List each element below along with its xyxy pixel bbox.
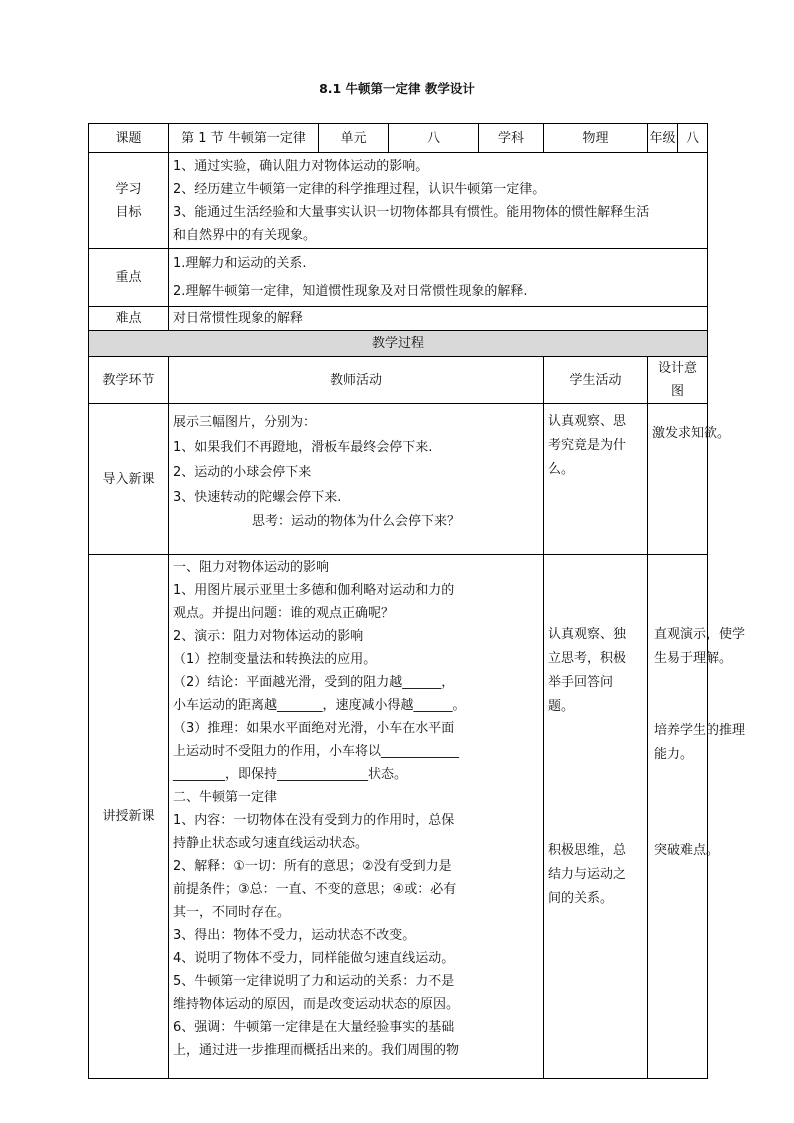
intro-teacher-activity [169,404,544,555]
topic-value: 第 1 节 牛顿第一定律 [169,124,319,153]
key-point-line: 1.理解力和运动的关系. [173,255,307,271]
lecture-line: 1、用图片展示亚里士多德和伽利略对运动和力的 [173,583,455,598]
lecture-line: 5、牛顿第一定律说明了力和运动的关系：力不是 [173,974,455,989]
lecture-line: （2）结论：平面越光滑，受到的阻力越______， [173,675,455,690]
intro-teacher-line: 3、快速转动的陀螺会停下来. [173,490,342,505]
lecture-line: 1、内容：一切物体在没有受到力的作用时，总保 [173,813,455,828]
lecture-line: 6、强调：牛顿第一定律是在大量经验事实的基础 [173,1020,455,1035]
lecture-line: 上，通过进一步推理而概括出来的。我们周围的物 [173,1043,460,1058]
intro-student-activity: 认真观察、思 考究竟是为什 么。 [544,404,648,555]
lecture-stage: 讲授新课 [89,555,169,1079]
lecture-line: （1）控制变量法和转换法的应用。 [173,652,377,667]
objectives-label: 学习 目标 [89,153,169,249]
lecture-intent-block-1: 直观演示，使学 生易于理解。 [654,627,746,666]
intro-teacher-line: 2、运动的小球会停下来 [173,465,312,480]
lecture-line: 持静止状态或匀速直线运动状态。 [173,836,369,851]
key-point-line: 2.理解牛顿第一定律，知道惯性现象及对日常惯性现象的解释. [173,283,528,299]
process-header-row [89,357,708,404]
lecture-line: ________，即保持______________状态。 [173,767,408,782]
col-intent-header: 设计意图 [648,357,708,404]
objective-line: 2、经历建立牛顿第一定律的科学推理过程，认识牛顿第一定律。 [173,181,546,197]
key-points-label: 重点 [89,249,169,307]
grade-cell [648,124,708,153]
document-title: 8.1 牛顿第一定律 教学设计 [319,81,475,96]
lecture-student-activity [544,555,648,1079]
lecture-intent-block-2: 培养学生的推理 能力。 [654,723,746,762]
lecture-line: 观点。并提出问题：谁的观点正确呢？ [173,606,395,621]
objectives-row [89,153,708,249]
key-points-row [89,249,708,307]
key-points-content [169,249,708,307]
unit-value: 八 [389,124,479,153]
lecture-line: 其一，不同时存在。 [173,905,291,920]
lecture-student-block-2: 积极思维，总 结力与运动之 间的关系。 [548,843,627,906]
lecture-line: 4、说明了物体不受力，同样能做匀速直线运动。 [173,951,455,966]
objectives-content [169,153,708,249]
lecture-line: 前提条件；③总：一直、不变的意思；④或：必有 [173,882,457,897]
intro-question: 思考：运动的物体为什么会停下来？ [251,514,460,529]
intro-row [89,404,708,555]
lecture-design-intent [648,555,746,1079]
intro-teacher-line: 展示三幅图片，分别为： [173,415,317,430]
grade-label: 年级 [648,124,678,152]
difficulty-label: 难点 [89,307,169,331]
unit-label: 单元 [319,124,389,153]
lesson-plan-table [88,123,746,1079]
process-title: 教学过程 [89,331,708,357]
lecture-line: 2、演示：阻力对物体运动的影响 [173,629,364,644]
subject-label: 学科 [479,124,544,153]
objective-line: 和自然界中的有关现象。 [173,227,317,243]
lecture-line: 上运动时不受阻力的作用，小车将以____________ [173,744,460,759]
objective-line: 3、能通过生活经验和大量事实认识一切物体都具有惯性。能用物体的惯性解释生活 [173,204,650,220]
lecture-row [89,555,708,1079]
lecture-line: 一、阻力对物体运动的影响 [173,560,330,575]
intro-teacher-line: 1、如果我们不再蹬地，滑板车最终会停下来. [173,440,433,455]
process-title-row [89,331,708,357]
intro-stage: 导入新课 [89,404,169,555]
topic-label: 课题 [89,124,169,153]
difficulty-value: 对日常惯性现象的解释 [169,307,708,331]
lecture-line: 二、牛顿第一定律 [173,790,278,805]
col-student-header: 学生活动 [544,357,648,404]
col-stage-header: 教学环节 [89,357,169,404]
col-teacher-header: 教师活动 [169,357,544,404]
lecture-line: 2、解释：①一切：所有的意思；②没有受到力是 [173,859,452,874]
grade-value: 八 [686,130,700,146]
difficulty-row [89,307,708,331]
objective-line: 1、通过实验，确认阻力对物体运动的影响。 [173,158,429,174]
lecture-line: 3、得出：物体不受力，运动状态不改变。 [173,928,416,943]
subject-value: 物理 [544,124,648,153]
lecture-student-block-1: 认真观察、独 立思考，积极 举手回答问 题。 [548,627,627,714]
lecture-teacher-activity [169,555,544,1079]
lecture-intent-block-3: 突破难点。 [654,843,720,858]
lecture-line: 小车运动的距离越_______，速度减小得越______。 [173,698,466,713]
intro-design-intent: 激发求知欲。 [648,404,708,555]
lecture-line: （3）推理：如果水平面绝对光滑，小车在水平面 [173,721,455,736]
lecture-line: 维持物体运动的原因，而是改变运动状态的原因。 [173,997,460,1012]
header-row [89,124,708,153]
